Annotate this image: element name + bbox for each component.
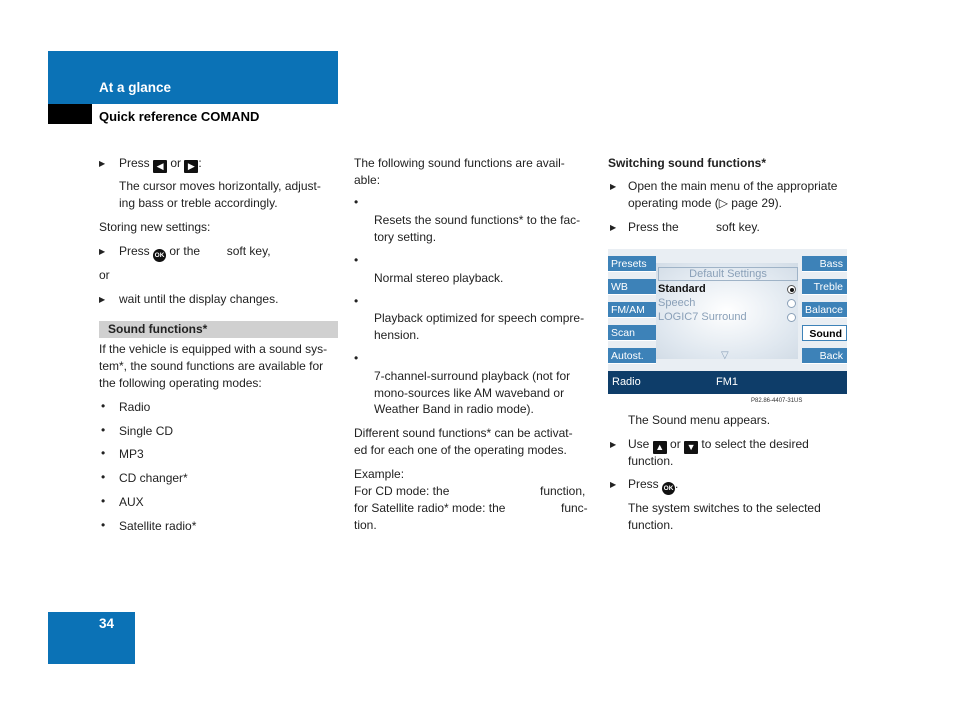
bullet-dot: • [101,446,106,460]
f4-line-1: 7-channel-surround playback (not for [374,369,571,383]
switches-line-1: The system switches to the selected [628,501,821,515]
switching-heading: Switching sound functions* [608,156,766,170]
or-label: or [99,268,110,282]
s1-line-2: operating mode (▷ page 29). [628,196,782,210]
f4-line-2: mono-sources like AM waveband or [374,386,565,400]
f3-line-2: hension. [374,328,420,342]
bullet-arrow-icon: ▶ [610,480,617,489]
right-arrow-key-icon: ▶ [184,160,198,173]
step-wait: wait until the display changes. [119,292,279,306]
example-tion: tion. [354,518,377,532]
text: : [198,156,202,170]
menu-option-standard[interactable]: Standard [658,283,706,295]
c2-intro-2: able: [354,173,381,187]
mode-item: Radio [119,400,151,414]
switches-line-2: function. [628,518,674,532]
bullet-dot: • [101,494,106,508]
bullet-dot: • [354,351,359,365]
s1-line-1: Open the main menu of the appropriate [628,179,838,193]
s2-press: Press the [628,220,679,234]
bullet-dot: • [354,195,359,209]
screen-btn-autost[interactable]: Autost. [608,348,656,364]
header-bar [48,51,338,104]
f1-line-2: tory setting. [374,230,437,244]
text: Press [119,156,150,170]
screen-btn-treble[interactable]: Treble [802,279,847,295]
f3-line-1: Playback optimized for speech compre- [374,311,585,325]
page-number: 34 [99,616,115,631]
c2-intro-1: The following sound functions are avail- [354,156,565,170]
bullet-dot: • [354,253,359,267]
bullet-arrow-icon: ▶ [610,182,617,191]
comand-screen [608,249,847,394]
step-press-ok [119,243,271,262]
text: Press [119,244,150,258]
bullet-arrow-icon: ▶ [99,295,106,304]
bullet-dot: • [354,294,359,308]
text: to select the desired [701,437,809,451]
screen-status-bar [608,371,847,394]
bullet-arrow-icon: ▶ [99,247,106,256]
mode-item: CD changer* [119,471,188,485]
screen-btn-wb[interactable]: WB [608,279,656,295]
bullet-dot: • [101,470,106,484]
screen-btn-balance[interactable]: Balance [802,302,847,318]
s2-softkey: soft key. [716,220,760,234]
intro-line-2: tem*, the sound functions are available for [99,359,324,373]
f2-line-1: Normal stereo playback. [374,271,504,285]
screen-btn-bass[interactable]: Bass [802,256,847,272]
menu-option-logic7[interactable]: LOGIC7 Surround [658,311,747,323]
screen-btn-sound[interactable]: Sound [802,325,847,341]
bullet-dot: • [101,518,106,532]
intro-line-3: the following operating modes: [99,376,262,390]
page-number-box [48,612,135,664]
screen-btn-scan[interactable]: Scan [608,325,656,341]
mode-item: AUX [119,495,144,509]
screen-btn-back[interactable]: Back [802,348,847,364]
bullet-dot: • [101,423,106,437]
example-sat-end: func- [561,501,588,515]
status-mode: Radio [612,376,641,388]
ok-button-icon: OK [662,482,675,495]
screen-btn-presets[interactable]: Presets [608,256,656,272]
step-use-arrows [628,436,809,454]
up-arrow-key-icon: ▲ [653,441,667,454]
text: Press [628,477,659,491]
text: or [170,156,182,170]
radio-empty-icon[interactable] [787,299,796,308]
subsection-title: Quick reference COMAND [99,109,260,124]
down-arrow-key-icon: ▼ [684,441,698,454]
example-label: Example: [354,467,405,481]
image-caption: P82.86-4407-31US [751,398,803,404]
example-cd: For CD mode: the [354,484,450,498]
text: . [675,477,679,491]
menu-default-settings[interactable]: Default Settings [658,267,798,281]
step-press-left-right [119,155,202,173]
section-title: At a glance [99,80,172,95]
diff-line-2: ed for each one of the operating modes. [354,443,567,457]
menu-option-speech[interactable]: Speech [658,297,696,309]
radio-empty-icon[interactable] [787,313,796,322]
bullet-arrow-icon: ▶ [610,223,617,232]
f1-line-1: Resets the sound functions* to the fac- [374,213,581,227]
text: or [670,437,681,451]
storing-label: Storing new settings: [99,220,211,234]
mode-item: MP3 [119,447,144,461]
bullet-dot: • [101,399,106,413]
sound-menu-appears: The Sound menu appears. [628,413,771,427]
status-band: FM1 [716,376,738,388]
bullet-arrow-icon: ▶ [99,159,106,168]
text: or the soft key, [169,244,271,258]
example-sat: for Satellite radio* mode: the [354,501,506,515]
bullet-arrow-icon: ▶ [610,440,617,449]
left-arrow-key-icon: ◀ [153,160,167,173]
scroll-down-icon[interactable]: ▽ [721,350,729,361]
header-tab [48,104,92,124]
screen-btn-fmam[interactable]: FM/AM [608,302,656,318]
example-cd-end: function, [540,484,586,498]
mode-item: Satellite radio* [119,519,197,533]
diff-line-1: Different sound functions* can be activat- [354,426,573,440]
mode-item: Single CD [119,424,174,438]
text: Use [628,437,650,451]
f4-line-3: Weather Band in radio mode). [374,402,534,416]
radio-selected-icon[interactable] [787,285,796,294]
intro-line-1: If the vehicle is equipped with a sound sys- [99,342,328,356]
step-press-ok-2 [628,476,678,495]
cursor-desc-1: The cursor moves horizontally, adjust- [119,179,321,193]
ok-button-icon: OK [153,249,166,262]
cursor-desc-2: ing bass or treble accordingly. [119,196,278,210]
sound-functions-heading: Sound functions* [108,322,208,336]
step-use-function: function. [628,454,674,468]
